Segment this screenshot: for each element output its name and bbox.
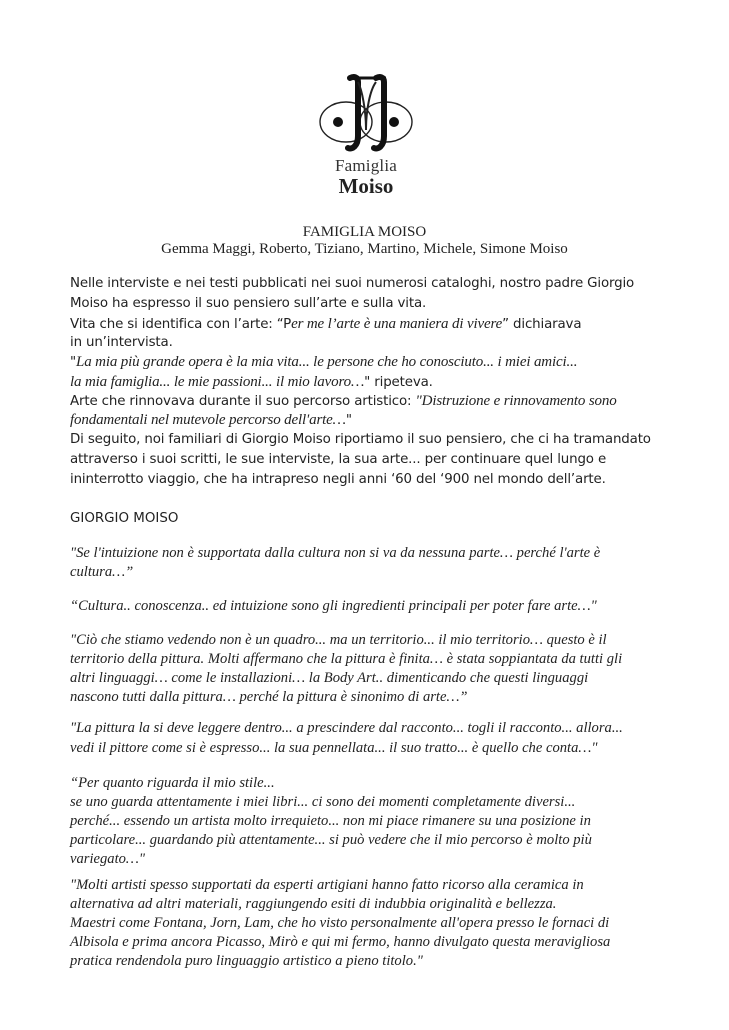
intro-line-3 [70, 316, 581, 333]
quote-line: pratica rendendola puro linguaggio artistico a pieno titolo." [70, 953, 423, 969]
intro-quote: "Distruzione e rinnovamento sono [415, 393, 617, 409]
intro-line-2: Moiso ha espresso il suo pensiero sull’arte e sulla vita. [70, 296, 427, 311]
quote-line: Maestri come Fontana, Jorn, Lam, che ho visto personalmente all'opera presso le fornaci di [70, 915, 610, 931]
monogram-icon [314, 70, 418, 154]
logo-text-moiso: Moiso [338, 174, 394, 198]
quote-line: "Molti artisti spesso supportati da esperti artigiani hanno fatto ricorso alla ceramica in [70, 877, 584, 893]
intro-line-5 [70, 354, 577, 371]
intro-quote: La mia più grande opera è la mia vita... le persone che ho conosciuto... i miei amici... [76, 354, 578, 370]
quote-line: territorio della pittura. Molti affermano che la pittura è finita… è stata soppiantata da tutti gli [70, 651, 623, 667]
intro-line-4: in un’intervista. [70, 335, 173, 350]
intro-text: " [70, 355, 77, 370]
intro-line-8 [70, 412, 352, 429]
intro-line-7 [70, 393, 617, 410]
quote-line: alternativa ad altri materiali, raggiungendo esiti di indubbia originalità e bellezza. [70, 896, 557, 912]
intro-text: ” dichiarava [502, 317, 582, 332]
quote-line: "La pittura la si deve leggere dentro... a prescindere dal racconto... togli il racconto... allora... [70, 720, 623, 736]
quote-line: nascono tutti dalla pittura… perché la pittura è sinonimo di arte…” [70, 689, 468, 705]
intro-line-9: Di seguito, noi familiari di Giorgio Moiso riportiamo il suo pensiero, che ci ha tramandato [70, 432, 651, 447]
section-title: GIORGIO MOISO [70, 511, 179, 526]
logo-text-famiglia: Famiglia [334, 156, 398, 175]
intro-line-10: attraverso i suoi scritti, le sue interviste, la sua arte... per continuare quel lungo e [70, 452, 607, 467]
quote-line: vedi il pittore come si è espresso... la sua pennellata... il suo tratto... è quello che conta…" [70, 740, 598, 756]
quote-line: variegato…" [70, 851, 146, 867]
intro-quote: er me l’arte è una maniera di vivere [291, 316, 503, 332]
quote-line: altri linguaggi… come le installazioni… la Body Art.. dimenticando che questi linguaggi [70, 670, 589, 686]
intro-text: Arte che rinnovava durante il suo percorso artistico: [70, 394, 416, 409]
quote-line: "Ciò che stiamo vedendo non è un quadro... ma un territorio... il mio territorio… questo è il [70, 632, 607, 648]
intro-line-6 [70, 374, 433, 391]
quote-line: “Per quanto riguarda il mio stile... [70, 775, 275, 791]
document-subtitle: Gemma Maggi, Roberto, Tiziano, Martino, Michele, Simone Moiso [161, 241, 568, 257]
intro-quote: fondamentali nel mutevole percorso dell'arte… [70, 412, 346, 428]
intro-text: " ripeteva. [364, 375, 433, 390]
quote-line: Albisola e prima ancora Picasso, Mirò e qui mi fermo, hanno divulgato questa meravigliosa [70, 934, 611, 950]
quote-line: "Se l'intuizione non è supportata dalla cultura non si va da nessuna parte… perché l'arte è [70, 545, 601, 561]
document-title: FAMIGLIA MOISO [302, 224, 427, 240]
intro-line-11: ininterrotto viaggio, che ha intrapreso negli anni ‘60 del ‘900 nel mondo dell’arte. [70, 472, 606, 487]
quote-line: perché... essendo un artista molto irrequieto... non mi piace rimanere su una posizione in [70, 813, 591, 829]
intro-text: " [345, 413, 352, 428]
intro-text: Vita che si identifica con l’arte: “P [70, 317, 292, 332]
intro-line-1: Nelle interviste e nei testi pubblicati nei suoi numerosi cataloghi, nostro padre Giorgio [70, 276, 635, 291]
famiglia-moiso-logo [310, 70, 422, 198]
quote-line: cultura…” [70, 564, 134, 580]
intro-quote: la mia famiglia... le mie passioni... il mio lavoro… [70, 374, 365, 390]
quote-line: “Cultura.. conoscenza.. ed intuizione sono gli ingredienti principali per poter fare arte…" [70, 598, 597, 614]
quote-line: particolare... guardando più attentamente... si può vedere che il mio percorso è molto più [70, 832, 592, 848]
quote-line: se uno guarda attentamente i miei libri... ci sono dei momenti completamente diversi... [70, 794, 576, 810]
